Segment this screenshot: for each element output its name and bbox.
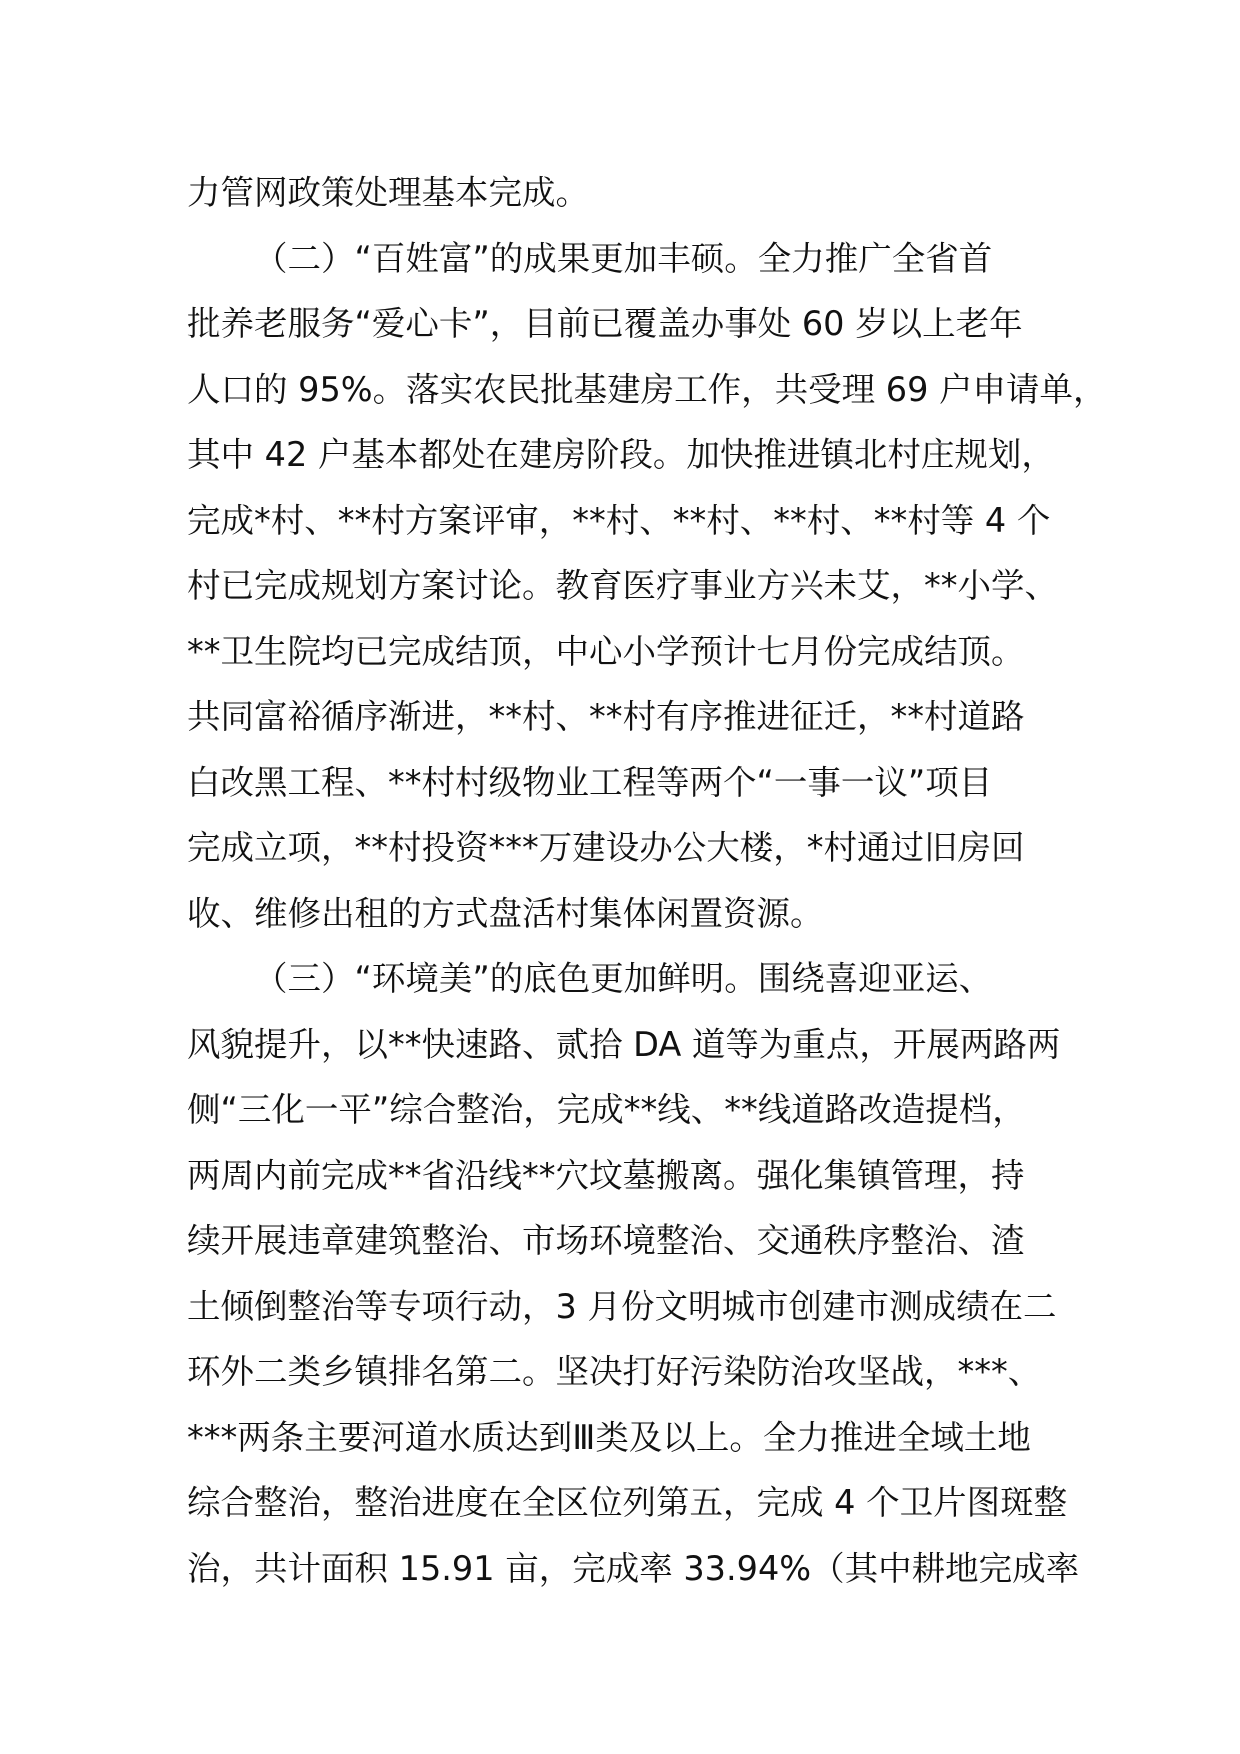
text-line: ***两条主要河道水质达到Ⅲ类及以上。全力推进全域土地 — [187, 1417, 1031, 1457]
text-line: 风貌提升，以**快速路、贰拾 DA 道等为重点，开展两路两 — [187, 1024, 1061, 1064]
text-line: **卫生院均已完成结顶，中心小学预计七月份完成结顶。 — [187, 631, 1025, 671]
body-text — [187, 160, 1107, 1601]
text-line: 侧“三化一平”综合整治，完成**线、**线道路改造提档， — [187, 1090, 1026, 1129]
text-line: 完成立项，**村投资***万建设办公大楼，*村通过旧房回 — [187, 828, 1025, 867]
text-line: 人口的 95%。落实农民批基建房工作，共受理 69 户申请单， — [187, 369, 1107, 409]
text-line: 续开展违章建筑整治、市场环境整治、交通秩序整治、渣 — [187, 1221, 1025, 1260]
text-line: 土倾倒整治等专项行动，3 月份文明城市创建市测成绩在二 — [187, 1286, 1057, 1326]
text-line: 治，共计面积 15.91 亩，完成率 33.94%（其中耕地完成率 — [187, 1548, 1080, 1588]
text-line: 收、维修出租的方式盘活村集体闲置资源。 — [187, 893, 824, 933]
text-line: 村已完成规划方案讨论。教育医疗事业方兴未艾，**小学、 — [187, 566, 1058, 605]
text-line: 批养老服务“爱心卡”，目前已覆盖办事处 60 岁以上老年 — [187, 304, 1023, 343]
section-heading-line: （二）“百姓富”的成果更加丰硕。全力推广全省首 — [254, 238, 993, 278]
text-line: 力管网政策处理基本完成。 — [187, 173, 589, 212]
text-line: 环外二类乡镇排名第二。坚决打好污染防治攻坚战，***、 — [187, 1352, 1042, 1391]
text-line: 综合整治，整治进度在全区位列第五，完成 4 个卫片图斑整 — [187, 1483, 1068, 1522]
text-line: 两周内前完成**省沿线**穴坟墓搬离。强化集镇管理，持 — [187, 1155, 1025, 1195]
text-line: 完成*村、**村方案评审，**村、**村、**村、**村等 4 个 — [187, 500, 1051, 540]
text-line: 其中 42 户基本都处在建房阶段。加快推进镇北村庄规划， — [187, 435, 1055, 474]
text-line: 白改黑工程、**村村级物业工程等两个“一事一议”项目 — [187, 762, 993, 802]
section-heading-line: （三）“环境美”的底色更加鲜明。围绕喜迎亚运、 — [254, 959, 993, 998]
text-line: 共同富裕循序渐进，**村、**村有序推进征迁，**村道路 — [187, 697, 1025, 736]
